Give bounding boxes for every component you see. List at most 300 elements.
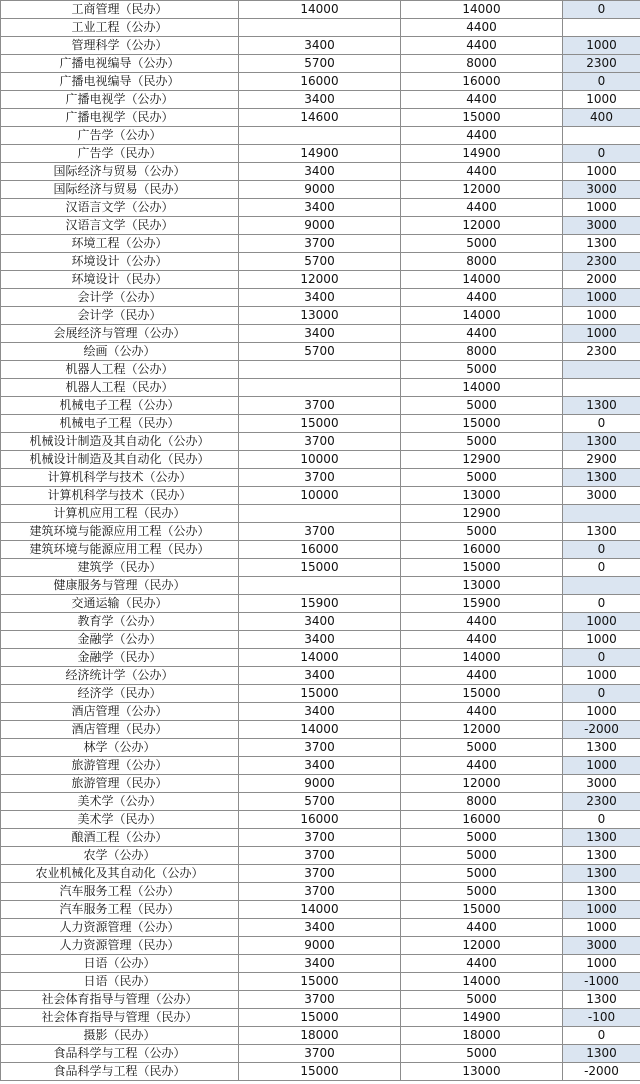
major-cell[interactable]: 工业工程（公办） xyxy=(1,19,239,37)
major-cell[interactable]: 广播电视学（公办） xyxy=(1,91,239,109)
major-cell[interactable]: 广告学（公办） xyxy=(1,127,239,145)
major-cell[interactable]: 机械设计制造及其自动化（公办） xyxy=(1,433,239,451)
table-row xyxy=(1,811,640,829)
table-row xyxy=(1,919,640,937)
old-fee-cell[interactable]: 16000 xyxy=(239,811,401,829)
major-cell[interactable]: 金融学（民办） xyxy=(1,649,239,667)
fee-change-cell[interactable]: 0 xyxy=(563,559,640,577)
old-fee-cell[interactable]: 3700 xyxy=(239,397,401,415)
fee-change-cell[interactable]: 3000 xyxy=(563,181,640,199)
new-fee-cell[interactable]: 14000 xyxy=(401,649,563,667)
new-fee-cell[interactable]: 12000 xyxy=(401,181,563,199)
table-row xyxy=(1,829,640,847)
table-row xyxy=(1,721,640,739)
old-fee-cell[interactable]: 3400 xyxy=(239,613,401,631)
table-row xyxy=(1,379,640,397)
major-cell[interactable]: 农业机械化及其自动化（公办） xyxy=(1,865,239,883)
major-cell[interactable]: 机器人工程（民办） xyxy=(1,379,239,397)
major-cell[interactable]: 美术学（公办） xyxy=(1,793,239,811)
new-fee-cell[interactable]: 5000 xyxy=(401,235,563,253)
old-fee-cell[interactable]: 3400 xyxy=(239,289,401,307)
new-fee-cell[interactable]: 5000 xyxy=(401,829,563,847)
table-body xyxy=(1,1,640,1081)
major-cell[interactable]: 会计学（公办） xyxy=(1,289,239,307)
old-fee-cell[interactable]: 5700 xyxy=(239,793,401,811)
fee-change-cell[interactable]: 0 xyxy=(563,685,640,703)
old-fee-cell[interactable]: 9000 xyxy=(239,775,401,793)
table-row xyxy=(1,973,640,991)
old-fee-cell[interactable]: 3700 xyxy=(239,829,401,847)
fee-change-cell[interactable]: -1000 xyxy=(563,973,640,991)
table-row xyxy=(1,109,640,127)
major-cell[interactable]: 经济学（民办） xyxy=(1,685,239,703)
fee-change-cell[interactable]: 1000 xyxy=(563,307,640,325)
major-cell[interactable]: 农学（公办） xyxy=(1,847,239,865)
table-row xyxy=(1,73,640,91)
table-row xyxy=(1,559,640,577)
old-fee-cell[interactable]: 9000 xyxy=(239,217,401,235)
fee-change-cell[interactable]: 1300 xyxy=(563,829,640,847)
table-row xyxy=(1,469,640,487)
major-cell[interactable]: 工商管理（民办） xyxy=(1,1,239,19)
old-fee-cell[interactable]: 3700 xyxy=(239,433,401,451)
old-fee-cell[interactable]: 3400 xyxy=(239,37,401,55)
old-fee-cell[interactable]: 3400 xyxy=(239,163,401,181)
fee-change-cell[interactable]: 1300 xyxy=(563,865,640,883)
major-cell[interactable]: 汽车服务工程（公办） xyxy=(1,883,239,901)
major-cell[interactable]: 人力资源管理（民办） xyxy=(1,937,239,955)
fee-change-cell[interactable]: 1300 xyxy=(563,1045,640,1063)
old-fee-cell[interactable]: 3400 xyxy=(239,667,401,685)
old-fee-cell[interactable]: 16000 xyxy=(239,541,401,559)
fee-change-cell[interactable]: 1000 xyxy=(563,901,640,919)
fee-change-cell[interactable]: 3000 xyxy=(563,937,640,955)
new-fee-cell[interactable]: 4400 xyxy=(401,289,563,307)
old-fee-cell[interactable] xyxy=(239,577,401,595)
new-fee-cell[interactable]: 15000 xyxy=(401,901,563,919)
major-cell[interactable]: 环境设计（公办） xyxy=(1,253,239,271)
old-fee-cell[interactable]: 9000 xyxy=(239,181,401,199)
table-row xyxy=(1,163,640,181)
new-fee-cell[interactable]: 5000 xyxy=(401,739,563,757)
table-row xyxy=(1,19,640,37)
new-fee-cell[interactable]: 16000 xyxy=(401,541,563,559)
fee-change-cell[interactable]: 1000 xyxy=(563,667,640,685)
new-fee-cell[interactable]: 12000 xyxy=(401,721,563,739)
old-fee-cell[interactable]: 5700 xyxy=(239,55,401,73)
major-cell[interactable]: 食品科学与工程（公办） xyxy=(1,1045,239,1063)
fee-change-cell[interactable]: 1300 xyxy=(563,433,640,451)
major-cell[interactable]: 酿酒工程（公办） xyxy=(1,829,239,847)
major-cell[interactable]: 日语（民办） xyxy=(1,973,239,991)
new-fee-cell[interactable]: 4400 xyxy=(401,37,563,55)
fee-change-cell[interactable]: 1000 xyxy=(563,163,640,181)
new-fee-cell[interactable]: 5000 xyxy=(401,991,563,1009)
table-row xyxy=(1,649,640,667)
major-cell[interactable]: 汉语言文学（公办） xyxy=(1,199,239,217)
major-cell[interactable]: 机器人工程（公办） xyxy=(1,361,239,379)
fee-change-cell[interactable]: 1000 xyxy=(563,289,640,307)
old-fee-cell[interactable]: 15000 xyxy=(239,973,401,991)
old-fee-cell[interactable]: 14000 xyxy=(239,721,401,739)
fee-change-cell[interactable]: 2300 xyxy=(563,343,640,361)
old-fee-cell[interactable]: 15900 xyxy=(239,595,401,613)
old-fee-cell[interactable]: 14900 xyxy=(239,145,401,163)
table-row xyxy=(1,703,640,721)
fee-change-cell[interactable]: -2000 xyxy=(563,721,640,739)
fee-change-cell[interactable]: 1000 xyxy=(563,37,640,55)
table-row xyxy=(1,253,640,271)
new-fee-cell[interactable]: 15000 xyxy=(401,109,563,127)
fee-change-cell[interactable]: 1000 xyxy=(563,325,640,343)
new-fee-cell[interactable]: 5000 xyxy=(401,397,563,415)
old-fee-cell[interactable] xyxy=(239,379,401,397)
new-fee-cell[interactable]: 4400 xyxy=(401,127,563,145)
old-fee-cell[interactable] xyxy=(239,127,401,145)
major-cell[interactable]: 机械电子工程（公办） xyxy=(1,397,239,415)
new-fee-cell[interactable]: 13000 xyxy=(401,1063,563,1081)
new-fee-cell[interactable]: 4400 xyxy=(401,19,563,37)
major-cell[interactable]: 社会体育指导与管理（民办） xyxy=(1,1009,239,1027)
table-row xyxy=(1,1009,640,1027)
old-fee-cell[interactable]: 14000 xyxy=(239,649,401,667)
major-cell[interactable]: 摄影（民办） xyxy=(1,1027,239,1045)
table-row xyxy=(1,595,640,613)
new-fee-cell[interactable]: 8000 xyxy=(401,253,563,271)
new-fee-cell[interactable]: 5000 xyxy=(401,1045,563,1063)
major-cell[interactable]: 国际经济与贸易（民办） xyxy=(1,181,239,199)
old-fee-cell[interactable]: 18000 xyxy=(239,1027,401,1045)
table-row xyxy=(1,1,640,19)
new-fee-cell[interactable]: 4400 xyxy=(401,757,563,775)
new-fee-cell[interactable]: 8000 xyxy=(401,55,563,73)
new-fee-cell[interactable]: 16000 xyxy=(401,73,563,91)
old-fee-cell[interactable]: 10000 xyxy=(239,487,401,505)
fee-change-cell[interactable] xyxy=(563,505,640,523)
old-fee-cell[interactable] xyxy=(239,505,401,523)
fee-change-cell[interactable]: 3000 xyxy=(563,775,640,793)
fee-change-cell[interactable] xyxy=(563,361,640,379)
major-cell[interactable]: 酒店管理（民办） xyxy=(1,721,239,739)
new-fee-cell[interactable]: 8000 xyxy=(401,793,563,811)
fee-change-cell[interactable]: 2300 xyxy=(563,793,640,811)
new-fee-cell[interactable]: 14000 xyxy=(401,271,563,289)
major-cell[interactable]: 计算机科学与技术（民办） xyxy=(1,487,239,505)
fee-change-cell[interactable]: 1300 xyxy=(563,883,640,901)
table-row xyxy=(1,325,640,343)
old-fee-cell[interactable]: 3400 xyxy=(239,703,401,721)
table-row xyxy=(1,217,640,235)
new-fee-cell[interactable]: 14000 xyxy=(401,379,563,397)
old-fee-cell[interactable]: 15000 xyxy=(239,685,401,703)
table-row xyxy=(1,37,640,55)
table-row xyxy=(1,757,640,775)
new-fee-cell[interactable]: 5000 xyxy=(401,523,563,541)
major-cell[interactable]: 汽车服务工程（民办） xyxy=(1,901,239,919)
table-row xyxy=(1,343,640,361)
fee-change-cell[interactable]: 0 xyxy=(563,649,640,667)
table-row xyxy=(1,487,640,505)
fee-change-cell[interactable] xyxy=(563,19,640,37)
fee-change-cell[interactable]: 3000 xyxy=(563,217,640,235)
major-cell[interactable]: 会计学（民办） xyxy=(1,307,239,325)
new-fee-cell[interactable]: 13000 xyxy=(401,577,563,595)
old-fee-cell[interactable]: 3700 xyxy=(239,739,401,757)
major-cell[interactable]: 机械设计制造及其自动化（民办） xyxy=(1,451,239,469)
old-fee-cell[interactable] xyxy=(239,361,401,379)
fee-change-cell[interactable] xyxy=(563,577,640,595)
fee-change-cell[interactable]: 0 xyxy=(563,595,640,613)
fee-change-cell[interactable]: 1300 xyxy=(563,469,640,487)
fee-change-cell[interactable]: 0 xyxy=(563,541,640,559)
major-cell[interactable]: 旅游管理（公办） xyxy=(1,757,239,775)
fee-change-cell[interactable]: 3000 xyxy=(563,487,640,505)
fee-change-cell[interactable]: 2000 xyxy=(563,271,640,289)
major-cell[interactable]: 机械电子工程（民办） xyxy=(1,415,239,433)
old-fee-cell[interactable]: 10000 xyxy=(239,451,401,469)
old-fee-cell[interactable]: 3400 xyxy=(239,91,401,109)
major-cell[interactable]: 经济统计学（公办） xyxy=(1,667,239,685)
table-row xyxy=(1,1045,640,1063)
old-fee-cell[interactable]: 3400 xyxy=(239,757,401,775)
fee-change-cell[interactable]: 0 xyxy=(563,1027,640,1045)
old-fee-cell[interactable] xyxy=(239,19,401,37)
old-fee-cell[interactable]: 3700 xyxy=(239,1045,401,1063)
old-fee-cell[interactable]: 12000 xyxy=(239,271,401,289)
new-fee-cell[interactable]: 12900 xyxy=(401,451,563,469)
major-cell[interactable]: 教育学（公办） xyxy=(1,613,239,631)
new-fee-cell[interactable]: 14000 xyxy=(401,1,563,19)
old-fee-cell[interactable]: 16000 xyxy=(239,73,401,91)
table-row xyxy=(1,55,640,73)
new-fee-cell[interactable]: 14900 xyxy=(401,145,563,163)
table-row xyxy=(1,541,640,559)
new-fee-cell[interactable]: 5000 xyxy=(401,883,563,901)
major-cell[interactable]: 食品科学与工程（民办） xyxy=(1,1063,239,1081)
new-fee-cell[interactable]: 4400 xyxy=(401,631,563,649)
old-fee-cell[interactable]: 13000 xyxy=(239,307,401,325)
table-row xyxy=(1,91,640,109)
major-cell[interactable]: 会展经济与管理（公办） xyxy=(1,325,239,343)
fee-change-cell[interactable]: 2300 xyxy=(563,253,640,271)
table-row xyxy=(1,181,640,199)
new-fee-cell[interactable]: 14000 xyxy=(401,307,563,325)
old-fee-cell[interactable]: 14000 xyxy=(239,1,401,19)
table-row xyxy=(1,685,640,703)
major-cell[interactable]: 金融学（公办） xyxy=(1,631,239,649)
table-row xyxy=(1,955,640,973)
old-fee-cell[interactable]: 9000 xyxy=(239,937,401,955)
fee-change-cell[interactable] xyxy=(563,127,640,145)
fee-change-cell[interactable]: 1300 xyxy=(563,847,640,865)
fee-change-cell[interactable]: -100 xyxy=(563,1009,640,1027)
new-fee-cell[interactable]: 4400 xyxy=(401,325,563,343)
table-row xyxy=(1,667,640,685)
new-fee-cell[interactable]: 15000 xyxy=(401,415,563,433)
new-fee-cell[interactable]: 5000 xyxy=(401,865,563,883)
old-fee-cell[interactable]: 3700 xyxy=(239,523,401,541)
fee-change-cell[interactable]: 0 xyxy=(563,811,640,829)
table-row xyxy=(1,937,640,955)
fee-change-cell[interactable]: 1000 xyxy=(563,757,640,775)
table-row xyxy=(1,577,640,595)
new-fee-cell[interactable]: 4400 xyxy=(401,199,563,217)
fee-change-cell[interactable]: 1300 xyxy=(563,991,640,1009)
major-cell[interactable]: 国际经济与贸易（公办） xyxy=(1,163,239,181)
new-fee-cell[interactable]: 4400 xyxy=(401,91,563,109)
new-fee-cell[interactable]: 4400 xyxy=(401,919,563,937)
major-cell[interactable]: 管理科学（公办） xyxy=(1,37,239,55)
major-cell[interactable]: 酒店管理（公办） xyxy=(1,703,239,721)
major-cell[interactable]: 环境设计（民办） xyxy=(1,271,239,289)
table-row xyxy=(1,307,640,325)
new-fee-cell[interactable]: 12000 xyxy=(401,775,563,793)
new-fee-cell[interactable]: 14900 xyxy=(401,1009,563,1027)
old-fee-cell[interactable]: 3700 xyxy=(239,469,401,487)
table-row xyxy=(1,739,640,757)
old-fee-cell[interactable]: 3700 xyxy=(239,991,401,1009)
table-row xyxy=(1,901,640,919)
table-row xyxy=(1,289,640,307)
old-fee-cell[interactable]: 5700 xyxy=(239,253,401,271)
old-fee-cell[interactable]: 3700 xyxy=(239,235,401,253)
table-row xyxy=(1,271,640,289)
table-row xyxy=(1,523,640,541)
fee-change-cell[interactable]: 1300 xyxy=(563,523,640,541)
table-row xyxy=(1,793,640,811)
fee-change-cell[interactable]: 1000 xyxy=(563,199,640,217)
fee-change-cell[interactable]: 1000 xyxy=(563,919,640,937)
fee-change-cell[interactable]: 0 xyxy=(563,145,640,163)
major-cell[interactable]: 建筑环境与能源应用工程（民办） xyxy=(1,541,239,559)
major-cell[interactable]: 林学（公办） xyxy=(1,739,239,757)
major-cell[interactable]: 美术学（民办） xyxy=(1,811,239,829)
major-cell[interactable]: 旅游管理（民办） xyxy=(1,775,239,793)
table-row xyxy=(1,613,640,631)
old-fee-cell[interactable]: 3400 xyxy=(239,631,401,649)
old-fee-cell[interactable]: 3400 xyxy=(239,199,401,217)
fee-change-cell[interactable]: 1000 xyxy=(563,613,640,631)
major-cell[interactable]: 广播电视编导（民办） xyxy=(1,73,239,91)
fee-change-cell[interactable]: 1000 xyxy=(563,631,640,649)
table-row xyxy=(1,433,640,451)
table-row xyxy=(1,775,640,793)
major-cell[interactable]: 计算机科学与技术（公办） xyxy=(1,469,239,487)
major-cell[interactable]: 汉语言文学（民办） xyxy=(1,217,239,235)
old-fee-cell[interactable]: 15000 xyxy=(239,559,401,577)
table-row xyxy=(1,397,640,415)
table-row xyxy=(1,235,640,253)
new-fee-cell[interactable]: 15900 xyxy=(401,595,563,613)
new-fee-cell[interactable]: 5000 xyxy=(401,433,563,451)
new-fee-cell[interactable]: 15000 xyxy=(401,685,563,703)
fee-change-cell[interactable]: 1300 xyxy=(563,739,640,757)
table-row xyxy=(1,361,640,379)
major-cell[interactable]: 广播电视学（民办） xyxy=(1,109,239,127)
major-cell[interactable]: 社会体育指导与管理（公办） xyxy=(1,991,239,1009)
new-fee-cell[interactable]: 5000 xyxy=(401,469,563,487)
new-fee-cell[interactable]: 4400 xyxy=(401,703,563,721)
fee-change-cell[interactable]: 1000 xyxy=(563,703,640,721)
new-fee-cell[interactable]: 4400 xyxy=(401,613,563,631)
new-fee-cell[interactable]: 18000 xyxy=(401,1027,563,1045)
new-fee-cell[interactable]: 16000 xyxy=(401,811,563,829)
major-cell[interactable]: 人力资源管理（公办） xyxy=(1,919,239,937)
new-fee-cell[interactable]: 14000 xyxy=(401,973,563,991)
table-row xyxy=(1,631,640,649)
major-cell[interactable]: 健康服务与管理（民办） xyxy=(1,577,239,595)
major-cell[interactable]: 广告学（民办） xyxy=(1,145,239,163)
table-row xyxy=(1,865,640,883)
new-fee-cell[interactable]: 5000 xyxy=(401,361,563,379)
table-row xyxy=(1,127,640,145)
major-cell[interactable]: 日语（公办） xyxy=(1,955,239,973)
fee-change-cell[interactable]: 1300 xyxy=(563,397,640,415)
fee-change-cell[interactable]: 2900 xyxy=(563,451,640,469)
table-row xyxy=(1,505,640,523)
old-fee-cell[interactable]: 3700 xyxy=(239,883,401,901)
fee-change-cell[interactable]: 0 xyxy=(563,73,640,91)
table-row xyxy=(1,1027,640,1045)
new-fee-cell[interactable]: 12900 xyxy=(401,505,563,523)
fee-change-cell[interactable]: 2300 xyxy=(563,55,640,73)
old-fee-cell[interactable]: 3400 xyxy=(239,955,401,973)
fee-change-cell[interactable]: -2000 xyxy=(563,1063,640,1081)
old-fee-cell[interactable]: 15000 xyxy=(239,1009,401,1027)
new-fee-cell[interactable]: 15000 xyxy=(401,559,563,577)
old-fee-cell[interactable]: 3400 xyxy=(239,325,401,343)
new-fee-cell[interactable]: 12000 xyxy=(401,217,563,235)
new-fee-cell[interactable]: 13000 xyxy=(401,487,563,505)
major-cell[interactable]: 广播电视编导（公办） xyxy=(1,55,239,73)
old-fee-cell[interactable]: 14600 xyxy=(239,109,401,127)
fee-change-cell[interactable]: 0 xyxy=(563,415,640,433)
fee-change-cell[interactable] xyxy=(563,379,640,397)
table-row xyxy=(1,451,640,469)
table-row xyxy=(1,847,640,865)
fee-change-cell[interactable]: 1000 xyxy=(563,955,640,973)
new-fee-cell[interactable]: 4400 xyxy=(401,955,563,973)
major-cell[interactable]: 建筑学（民办） xyxy=(1,559,239,577)
old-fee-cell[interactable]: 3400 xyxy=(239,919,401,937)
old-fee-cell[interactable]: 15000 xyxy=(239,1063,401,1081)
new-fee-cell[interactable]: 4400 xyxy=(401,667,563,685)
fee-change-cell[interactable]: 0 xyxy=(563,1,640,19)
old-fee-cell[interactable]: 3700 xyxy=(239,865,401,883)
new-fee-cell[interactable]: 8000 xyxy=(401,343,563,361)
table-row xyxy=(1,883,640,901)
major-cell[interactable]: 建筑环境与能源应用工程（公办） xyxy=(1,523,239,541)
table-row xyxy=(1,1063,640,1081)
table-row xyxy=(1,991,640,1009)
fee-change-cell[interactable]: 1300 xyxy=(563,235,640,253)
old-fee-cell[interactable]: 5700 xyxy=(239,343,401,361)
old-fee-cell[interactable]: 3700 xyxy=(239,847,401,865)
old-fee-cell[interactable]: 15000 xyxy=(239,415,401,433)
major-cell[interactable]: 绘画（公办） xyxy=(1,343,239,361)
major-cell[interactable]: 计算机应用工程（民办） xyxy=(1,505,239,523)
fee-change-cell[interactable]: 1000 xyxy=(563,91,640,109)
table-row xyxy=(1,199,640,217)
new-fee-cell[interactable]: 4400 xyxy=(401,163,563,181)
table-row xyxy=(1,145,640,163)
major-cell[interactable]: 环境工程（公办） xyxy=(1,235,239,253)
major-cell[interactable]: 交通运输（民办） xyxy=(1,595,239,613)
old-fee-cell[interactable]: 14000 xyxy=(239,901,401,919)
new-fee-cell[interactable]: 12000 xyxy=(401,937,563,955)
fee-change-cell[interactable]: 400 xyxy=(563,109,640,127)
new-fee-cell[interactable]: 5000 xyxy=(401,847,563,865)
